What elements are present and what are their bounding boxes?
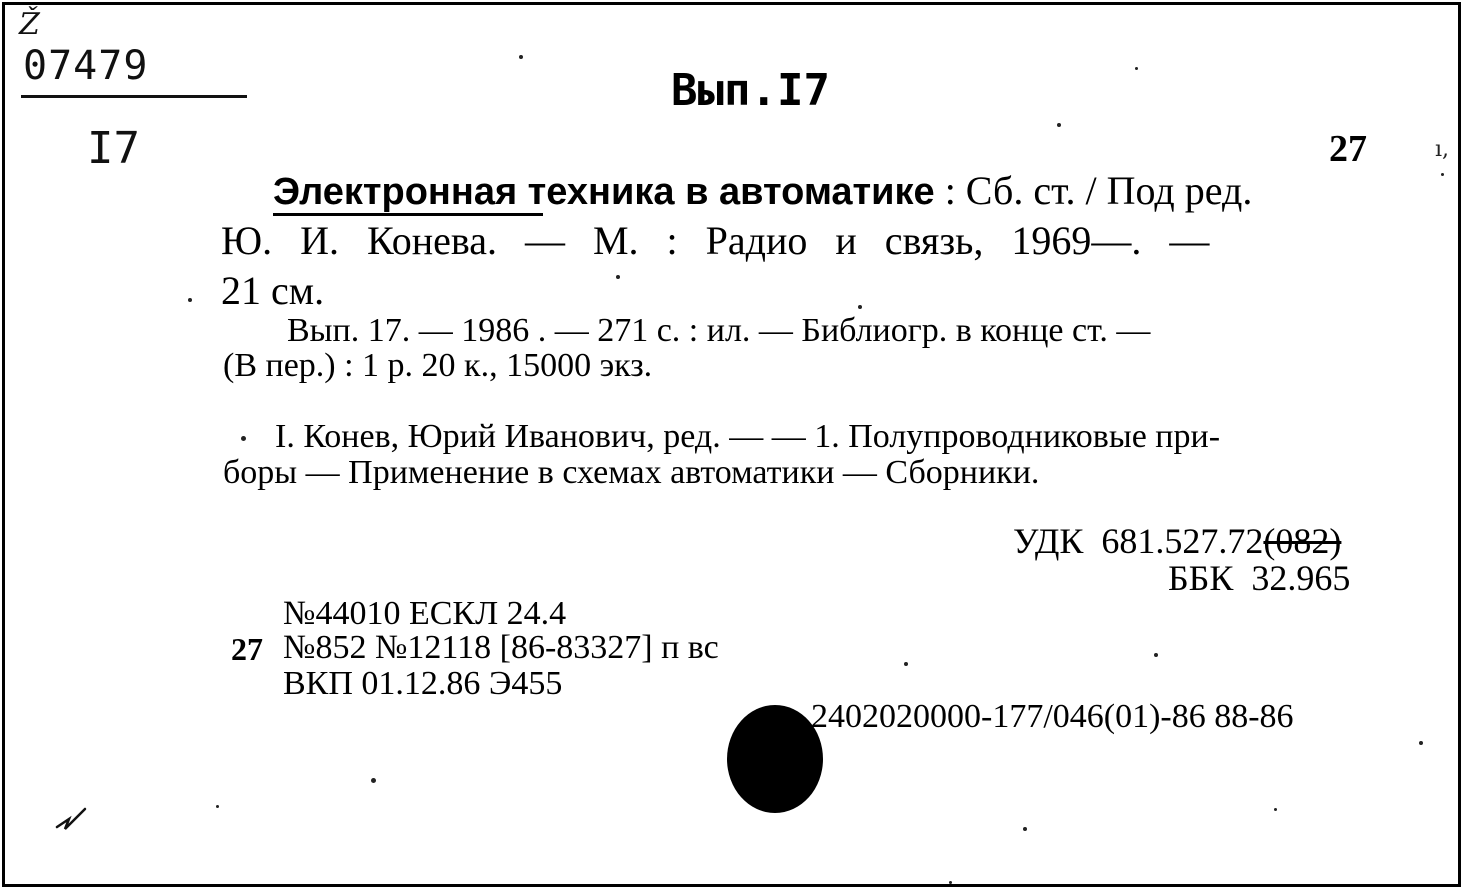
udk-line <box>1013 520 1341 562</box>
speck <box>1441 173 1444 176</box>
catalog-code: 2402020000-177/046(01)-86 88-86 <box>811 698 1294 735</box>
bbk-label: ББК <box>1168 558 1234 598</box>
title-underline <box>273 213 543 216</box>
entry-title-rest: : Сб. ст. / Под ред. <box>934 168 1253 213</box>
speck <box>1274 808 1277 811</box>
issue-description: Вып. 17. — 1986 . — 271 с. : ил. — Библиогр. в конце ст. — <box>287 312 1151 349</box>
corner-mark: ı, <box>1435 137 1450 162</box>
binding-price-line: (В пер.) : 1 р. 20 к., 15000 экз. <box>223 347 653 384</box>
speck <box>858 305 862 309</box>
udk-struck: (082) <box>1263 521 1342 561</box>
handwritten-ref-number: 07479 <box>23 43 149 89</box>
bbk-line <box>1168 557 1350 599</box>
udk-value: 681.527.72 <box>1101 521 1264 561</box>
speck <box>188 298 192 302</box>
entry-title-line <box>273 167 1252 214</box>
accession-card-number: 27 <box>231 631 263 667</box>
speck <box>616 275 620 279</box>
speck <box>241 436 246 441</box>
speck <box>371 778 376 783</box>
bbk-value: 32.965 <box>1251 558 1351 598</box>
subject-line-2: боры — Применение в схемах автоматики — Сборники. <box>223 454 1040 491</box>
accession-line-3: ВКП 01.12.86 Э455 <box>283 665 563 702</box>
entry-size-line: 21 см. <box>221 268 325 313</box>
issue-header: Вып.I7 <box>671 65 830 116</box>
speck <box>1135 67 1138 70</box>
speck <box>1419 741 1423 745</box>
punch-hole <box>727 705 823 813</box>
speck <box>1023 827 1027 831</box>
speck <box>216 805 219 808</box>
catalog-card <box>2 2 1461 887</box>
entry-title: Электронная техника в автоматике <box>273 171 935 213</box>
handwritten-underline <box>21 95 247 98</box>
speck <box>519 55 523 59</box>
subject-line-1: I. Конев, Юрий Иванович, ред. — — 1. Полупроводниковые при- <box>275 418 1221 455</box>
pencil-mark-icon <box>55 805 95 835</box>
speck <box>949 881 952 884</box>
udk-label: УДК <box>1013 521 1084 561</box>
speck <box>1057 123 1061 127</box>
card-number: 27 <box>1329 128 1367 170</box>
handwritten-ref-prefix: Ž <box>19 7 40 42</box>
entry-editor-line: Ю. И. Конева. — М. : Радио и связь, 1969—. — <box>221 218 1210 263</box>
accession-line-1: №44010 ЕСКЛ 24.4 <box>283 595 567 632</box>
handwritten-volume: I7 <box>87 123 140 174</box>
speck <box>904 662 908 666</box>
speck <box>1154 653 1158 657</box>
accession-line-2: №852 №12118 [86-83327] п вс <box>283 629 719 666</box>
